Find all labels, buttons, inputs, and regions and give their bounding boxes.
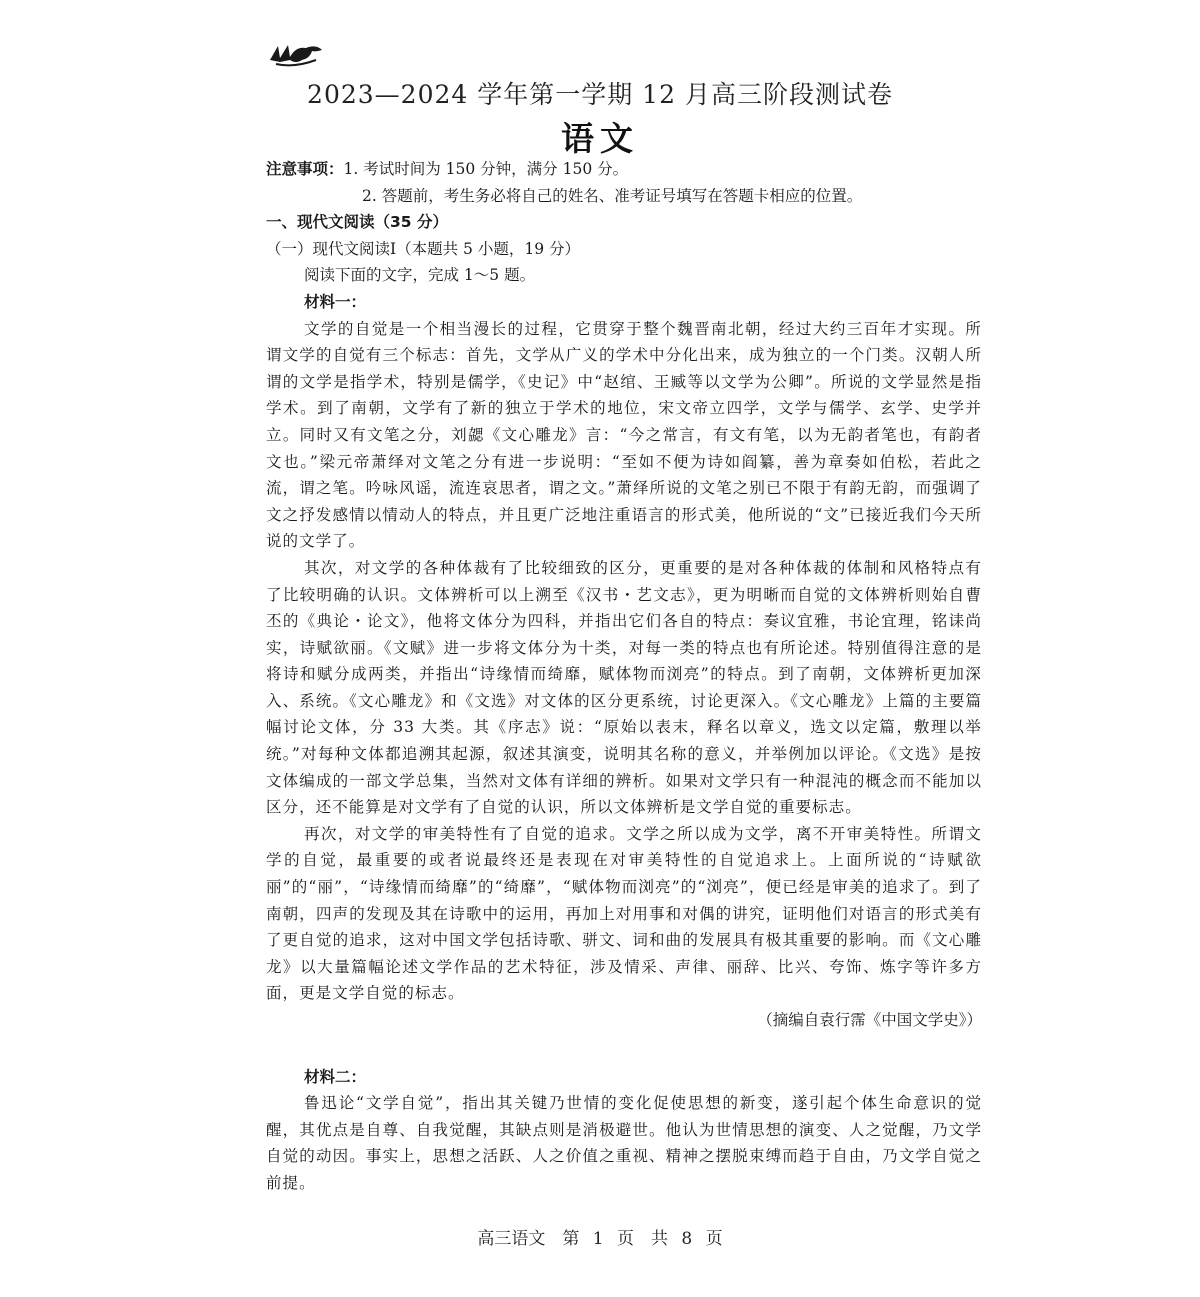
- exam-title: 2023—2024 学年第一学期 12 月高三阶段测试卷: [307, 80, 893, 109]
- publisher-logo: [266, 40, 324, 68]
- material-2-paragraph: 鲁迅论“文学自觉”，指出其关键乃世情的变化促使思想的新变，遂引起个体生命意识的觉醒，其优点是自尊、自我觉醒，其缺点则是消极避世。他认为世情思想的演变、人之觉醒，乃文学自觉的动因。事实上，思想之活跃、人之价值之重视、精神之摆脱束缚而趋于自由，乃文学自觉之前提。: [266, 1094, 982, 1192]
- exam-content: [266, 156, 982, 1197]
- page-footer: 高三语文 第 1 页 共 8 页: [477, 1229, 723, 1249]
- subsection-title: （一）现代文阅读Ⅰ（本题共 5 小题，19 分）: [266, 239, 580, 258]
- material-2-label: 材料二：: [304, 1067, 367, 1086]
- material-1-label: 材料一：: [304, 292, 367, 311]
- notice-line-1: [266, 156, 982, 183]
- notice-item-1: 1. 考试时间为 150 分钟，满分 150 分。: [343, 160, 629, 178]
- reading-instruction: 阅读下面的文字，完成 1～5 题。: [304, 266, 536, 285]
- material-1-paragraph: 再次，对文学的审美特性有了自觉的追求。文学之所以成为文学，离不开审美特性。所谓文学的自觉，最重要的或者说最终还是表现在对审美特性的自觉追求上。上面所说的“诗赋欲丽”的“丽”，“诗缘情而绮靡”的“绮靡”，“赋体物而浏亮”的“浏亮”，便已经是审美的追求了。到了南朝，四声的发现及其在诗歌中的运用，再加上对用事和对偶的讲究，证明他们对语言的形式美有了更自觉的追求，这对中国文学包括诗歌、骈文、词和曲的发展具有极其重要的影响。而《文心雕龙》以大量篇幅论述文学作品的艺术特征，涉及情采、声律、丽辞、比兴、夸饰、炼字等许多方面，更是文学自觉的标志。: [266, 824, 982, 1003]
- material-1-source: （摘编自袁行霈《中国文学史》）: [757, 1011, 982, 1029]
- subject-title: 语文: [561, 119, 639, 158]
- notice-item-2: 2. 答题前，考生务必将自己的姓名、准考证号填写在答题卡相应的位置。: [362, 186, 863, 205]
- section-title: 一、现代文阅读（35 分）: [266, 213, 448, 232]
- notice-label: 注意事项：: [266, 160, 344, 178]
- material-1-paragraph: 其次，对文学的各种体裁有了比较细致的区分，更重要的是对各种体裁的体制和风格特点有了比较明确的认识。文体辨析可以上溯至《汉书・艺文志》，更为明晰而自觉的文体辨析则始自曹丕的《典论・论文》，他将文体分为四科，并指出它们各自的特点：奏议宜雅，书论宜理，铭诔尚实，诗赋欲丽。《文赋》进一步将文体分为十类，对每一类的特点也有所论述。特别值得注意的是将诗和赋分成两类，并指出“诗缘情而绮靡，赋体物而浏亮”的特点。到了南朝，文体辨析更加深入、系统。《文心雕龙》和《文选》对文体的区分更系统，讨论更深入。《文心雕龙》上篇的主要篇幅讨论文体，分 33 大类。其《序志》说：“原始以表末，释名以章义，选文以定篇，敷理以举统。”对每种文体都追溯其起源，叙述其演变，说明其名称的意义，并举例加以评论。《文选》是按文体编成的一部文学总集，当然对文体有详细的辨析。如果对文学只有一种混沌的概念而不能加以区分，还不能算是对文学有了自觉的认识，所以文体辨析是文学自觉的重要标志。: [266, 558, 982, 817]
- material-1-paragraph: 文学的自觉是一个相当漫长的过程，它贯穿于整个魏晋南北朝，经过大约三百年才实现。所谓文学的自觉有三个标志：首先，文学从广义的学术中分化出来，成为独立的一个门类。汉朝人所谓的文学是指学术，特别是儒学，《史记》中“赵绾、王臧等以文学为公卿”。所说的文学显然是指学术。到了南朝，文学有了新的独立于学术的地位，宋文帝立四学，文学与儒学、玄学、史学并立。同时又有文笔之分，刘勰《文心雕龙》言：“今之常言，有文有笔，以为无韵者笔也，有韵者文也。”梁元帝萧绎对文笔之分有进一步说明：“至如不便为诗如阎纂，善为章奏如伯松，若此之流，谓之笔。吟咏风谣，流连哀思者，谓之文。”萧绎所说的文笔之别已不限于有韵无韵，而强调了文之抒发感情以情动人的特点，并且更广泛地注重语言的形式美，他所说的“文”已接近我们今天所说的文学了。: [266, 319, 982, 551]
